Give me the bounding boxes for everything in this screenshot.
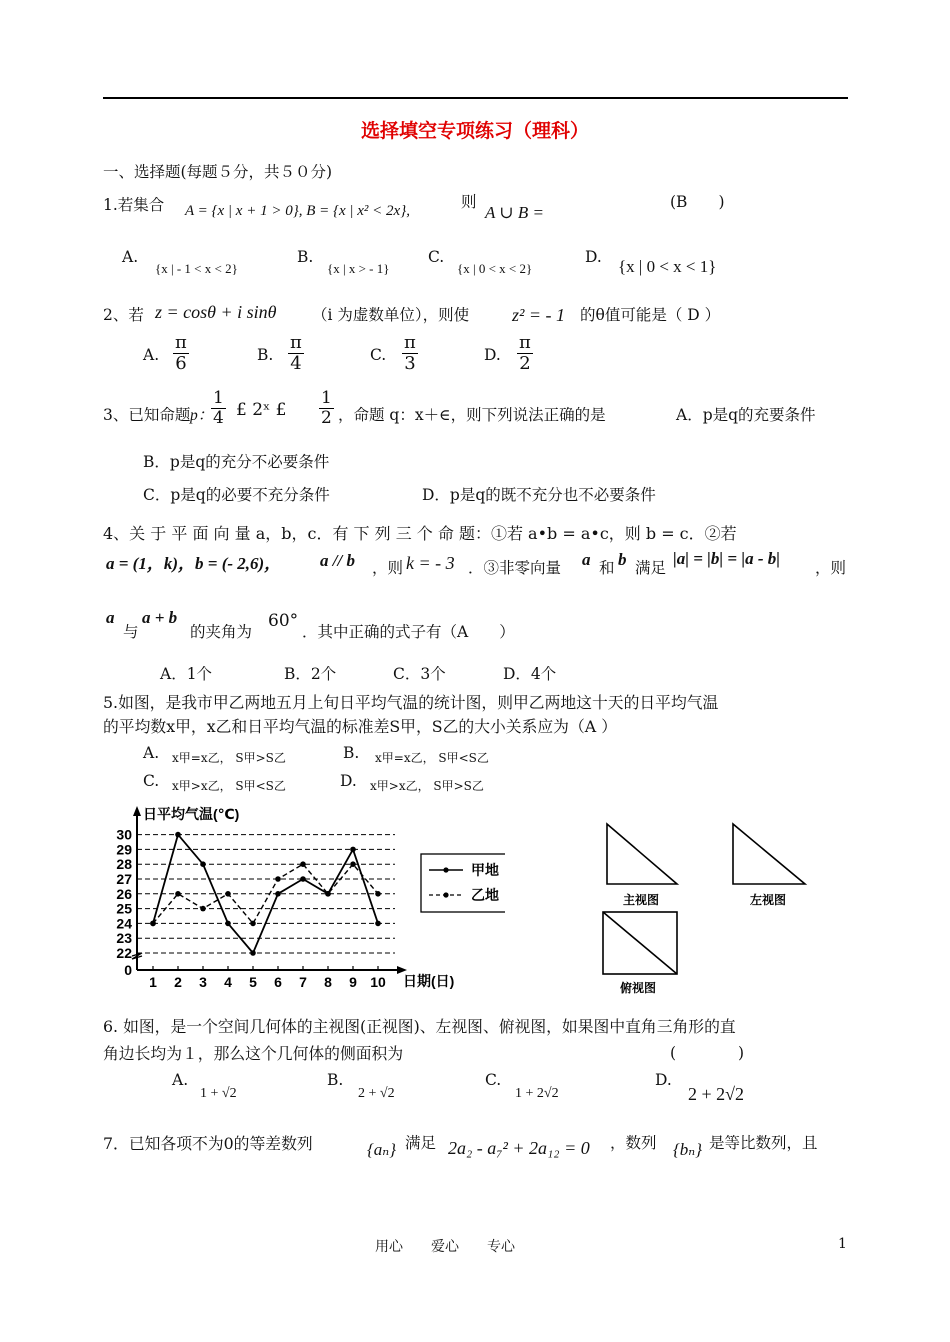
data-point-jia (225, 921, 231, 927)
q2-cond: z² = - 1 (512, 305, 566, 325)
legend-label-jia: 甲地 (471, 862, 499, 878)
y-axis-arrow (133, 806, 141, 816)
q6-option-d-label: D. (655, 1071, 672, 1089)
q3-option-a: A．p是q的充要条件 (676, 406, 816, 424)
y-tick-label: 29 (116, 841, 132, 858)
q4-then-1: ，则 (372, 559, 404, 577)
chart-x-label: 日期(日) (403, 973, 455, 989)
data-point-jia (250, 950, 256, 956)
q1-answer: (B ) (670, 193, 725, 211)
data-point-yi (225, 891, 231, 897)
y-tick-label: 28 (116, 856, 132, 873)
q6-paren: ( ) (670, 1044, 745, 1062)
data-point-yi (275, 876, 281, 882)
q2-option-a-label: A. (143, 346, 160, 364)
q6-option-b: 2 + √2 (358, 1086, 395, 1101)
q4-stmt-3: ．③非零向量 (468, 559, 562, 577)
page-title: 选择填空专项练习（理科） (360, 120, 589, 142)
data-point-yi (150, 921, 156, 927)
header-rule (103, 97, 848, 99)
q2-option-b-frac (288, 333, 304, 374)
q5-line-2: 的平均数x甲，x乙和日平均气温的标准差S甲，S乙的大小关系应为（A ） (103, 717, 618, 736)
y-tick-label: 27 (116, 871, 132, 887)
legend-label-yi: 乙地 (471, 887, 499, 903)
q7-sequence: ，数列 (610, 1134, 657, 1152)
data-point-yi (300, 861, 306, 867)
q2-option-c-num: π (404, 332, 416, 353)
q2-stem-a: 2、若 (103, 306, 144, 324)
q5-option-c-label: C. (143, 772, 160, 790)
q5-option-a-label: A. (143, 744, 160, 762)
q3-frac-1 (211, 389, 226, 427)
left-view-triangle (733, 824, 805, 884)
q1-sets: A = {x | x + 1 > 0}, B = {x | x² < 2x}, (185, 203, 410, 219)
q4-ask: ．其中正确的式子有（A ） (302, 623, 515, 641)
top-view-label: 俯视图 (620, 981, 657, 995)
q2-stem-c: 的θ值可能是（ D ） (580, 306, 721, 324)
q3-p: p： (190, 407, 214, 424)
q2-option-d-den: 2 (519, 352, 531, 374)
q3-frac-1-den: 4 (213, 407, 224, 428)
q5-option-b: x甲=x乙， S甲<S乙 (375, 751, 489, 765)
legend-marker-jia (443, 867, 448, 872)
q1-option-b-label: B. (297, 248, 314, 266)
q3-stem-a: 3、已知命题 (103, 406, 191, 424)
x-tick-label: 6 (274, 974, 282, 990)
q2-option-c-label: C. (370, 346, 387, 364)
q7-seq-a: {aₙ} (367, 1140, 396, 1159)
q7-satisfy: 满足 (405, 1134, 437, 1152)
q3-stem-b: ，命题 q：x＋∈，则下列说法正确的是 (338, 406, 606, 424)
q1-option-c-label: C. (428, 248, 445, 266)
q1-stem: 1.若集合 (103, 196, 165, 214)
q4-and: 和 (599, 559, 615, 577)
q3-frac-2-num: 1 (321, 388, 332, 408)
q2-option-d-label: D. (484, 346, 501, 364)
q4-parallel: a // b (320, 551, 355, 570)
q2-option-c-frac (402, 333, 418, 374)
front-view-triangle (607, 824, 677, 884)
q4-with: 与 (123, 623, 139, 641)
q4-option-c: C．3个 (393, 665, 446, 683)
q6-option-c-label: C. (485, 1071, 502, 1089)
y-tick-label: 26 (116, 885, 132, 902)
data-point-jia (200, 861, 206, 867)
legend-marker-yi (443, 892, 448, 897)
q3-option-d: D．p是q的既不充分也不必要条件 (422, 486, 656, 504)
q4-sum: a + b (142, 608, 178, 627)
y-tick-label: 24 (116, 915, 132, 932)
q6-line-1: 6. 如图，是一个空间几何体的主视图(正视图)、左视图、俯视图，如果图中直角三角形的直 (103, 1017, 736, 1036)
q7-stem-a: 7．已知各项不为0的等差数列 (103, 1134, 313, 1153)
left-view-label: 左视图 (750, 893, 787, 907)
q1-option-b: {x | x > - 1} (327, 261, 390, 276)
q4-line-1: 4、关 于 平 面 向 量 a，b，c．有 下 列 三 个 命 题：①若 a•b = a•c，则 b = c．②若 (103, 524, 737, 543)
q2-option-a-den: 6 (175, 352, 187, 374)
q3-mid: £ 2ˣ £ (236, 400, 287, 420)
q3-frac-1-num: 1 (213, 388, 224, 408)
q4-option-d: D．4个 (503, 665, 557, 683)
x-tick-label: 10 (370, 974, 386, 990)
temperature-line-chart (105, 800, 505, 1000)
data-point-yi (350, 861, 356, 867)
top-view (603, 912, 677, 995)
front-view (607, 824, 677, 907)
q1-option-c: {x | 0 < x < 2} (457, 261, 533, 276)
front-view-label: 主视图 (623, 893, 660, 907)
q5-option-c: x甲>x乙， S甲<S乙 (172, 779, 286, 793)
x-tick-label: 1 (149, 974, 157, 990)
q7-seq-b: {bₙ} (673, 1140, 702, 1159)
footer-motto: 用心 爱心 专心 (375, 1239, 515, 1255)
q2-option-b-num: π (290, 332, 302, 353)
q2-option-c-den: 3 (404, 352, 416, 374)
q1-expr: A ∪ B = (485, 203, 544, 222)
section-heading: 一、选择题(每题５分，共５０分) (103, 163, 333, 181)
data-point-yi (250, 921, 256, 927)
q3-option-c: C．p是q的必要不充分条件 (143, 486, 330, 504)
q4-k-value: k = - 3 (406, 553, 455, 573)
left-view (733, 824, 805, 907)
chart-title: 日平均气温(℃) (143, 806, 240, 822)
q1-then: 则 (461, 193, 477, 211)
q6-option-a-label: A. (172, 1071, 189, 1089)
q6-option-b-label: B. (327, 1071, 344, 1089)
q3-frac-2-den: 2 (321, 407, 332, 428)
y-tick-label: 25 (116, 900, 132, 917)
q5-option-d-label: D. (340, 772, 357, 790)
q1-option-d-label: D. (585, 248, 602, 266)
x-tick-label: 9 (349, 974, 357, 990)
q4-angle-value: 60° (268, 611, 299, 631)
data-point-yi (325, 891, 331, 897)
x-tick-label: 3 (199, 974, 207, 990)
top-view-diagonal (603, 912, 677, 974)
q2-option-a-frac (173, 333, 189, 374)
data-point-jia (350, 847, 356, 853)
y-tick-label: 22 (116, 945, 132, 961)
x-tick-label: 4 (224, 974, 232, 990)
q1-option-a: {x | - 1 < x < 2} (155, 261, 238, 276)
data-point-jia (175, 832, 181, 838)
q3-frac-2 (319, 389, 334, 427)
x-tick-label: 8 (324, 974, 332, 990)
q5-option-b-label: B. (343, 744, 360, 762)
q2-expr: z = cosθ + i sinθ (155, 302, 277, 322)
q3-option-b: B．p是q的充分不必要条件 (143, 453, 330, 471)
q7-stem-d: 是等比数列，且 (709, 1134, 818, 1152)
q7-equation: 2a₂ - a₇² + 2a₁₂ = 0 (448, 1138, 590, 1158)
q6-option-d: 2 + 2√2 (688, 1084, 745, 1104)
q4-vectors: a = (1，k)，b = (- 2,6)， (106, 554, 282, 573)
q2-option-d-num: π (519, 332, 531, 353)
q2-option-a-num: π (175, 332, 187, 353)
x-tick-label: 7 (299, 974, 307, 990)
q4-option-a: A．1个 (160, 665, 213, 683)
q2-option-b-label: B. (257, 346, 274, 364)
q4-option-b: B．2个 (284, 665, 337, 683)
data-point-jia (375, 921, 381, 927)
q6-option-a: 1 + √2 (200, 1086, 237, 1101)
y-tick-label: 0 (124, 962, 132, 978)
q5-line-1: 5.如图，是我市甲乙两地五月上旬日平均气温的统计图，则甲乙两地这十天的日平均气温 (103, 693, 719, 712)
q2-option-b-den: 4 (290, 352, 302, 374)
x-tick-label: 5 (249, 974, 257, 990)
data-point-yi (200, 906, 206, 912)
q4-vec-a-2: a (106, 608, 115, 627)
q5-option-a: x甲=x乙， S甲>S乙 (172, 751, 286, 765)
q4-vec-b: b (618, 550, 627, 569)
q5-option-d: x甲>x乙， S甲>S乙 (370, 779, 484, 793)
q2-option-d-frac (517, 333, 533, 374)
axis-break (132, 953, 142, 959)
y-tick-label: 30 (116, 826, 132, 843)
q4-angle-text: 的夹角为 (190, 623, 253, 641)
data-point-yi (375, 891, 381, 897)
q6-line-2: 角边长均为１，那么这个几何体的侧面积为 (103, 1044, 404, 1063)
data-point-jia (275, 891, 281, 897)
q4-then-2: ，则 (815, 559, 847, 577)
data-point-jia (300, 876, 306, 882)
q2-stem-b: （i 为虚数单位），则使 (312, 306, 470, 324)
q4-vec-a: a (582, 550, 591, 569)
q4-satisfy: 满足 (635, 559, 667, 577)
chart-legend (421, 854, 505, 912)
q6-option-c: 1 + 2√2 (515, 1086, 559, 1101)
q1-option-d: {x | 0 < x < 1} (618, 257, 717, 276)
data-point-yi (175, 891, 181, 897)
q1-option-a-label: A. (122, 248, 139, 266)
page-number: 1 (838, 1236, 847, 1252)
three-view-diagram (595, 815, 820, 1000)
x-tick-label: 2 (174, 974, 182, 990)
y-tick-label: 23 (116, 930, 132, 947)
q4-norm-eq: |a| = |b| = |a - b| (673, 549, 780, 568)
